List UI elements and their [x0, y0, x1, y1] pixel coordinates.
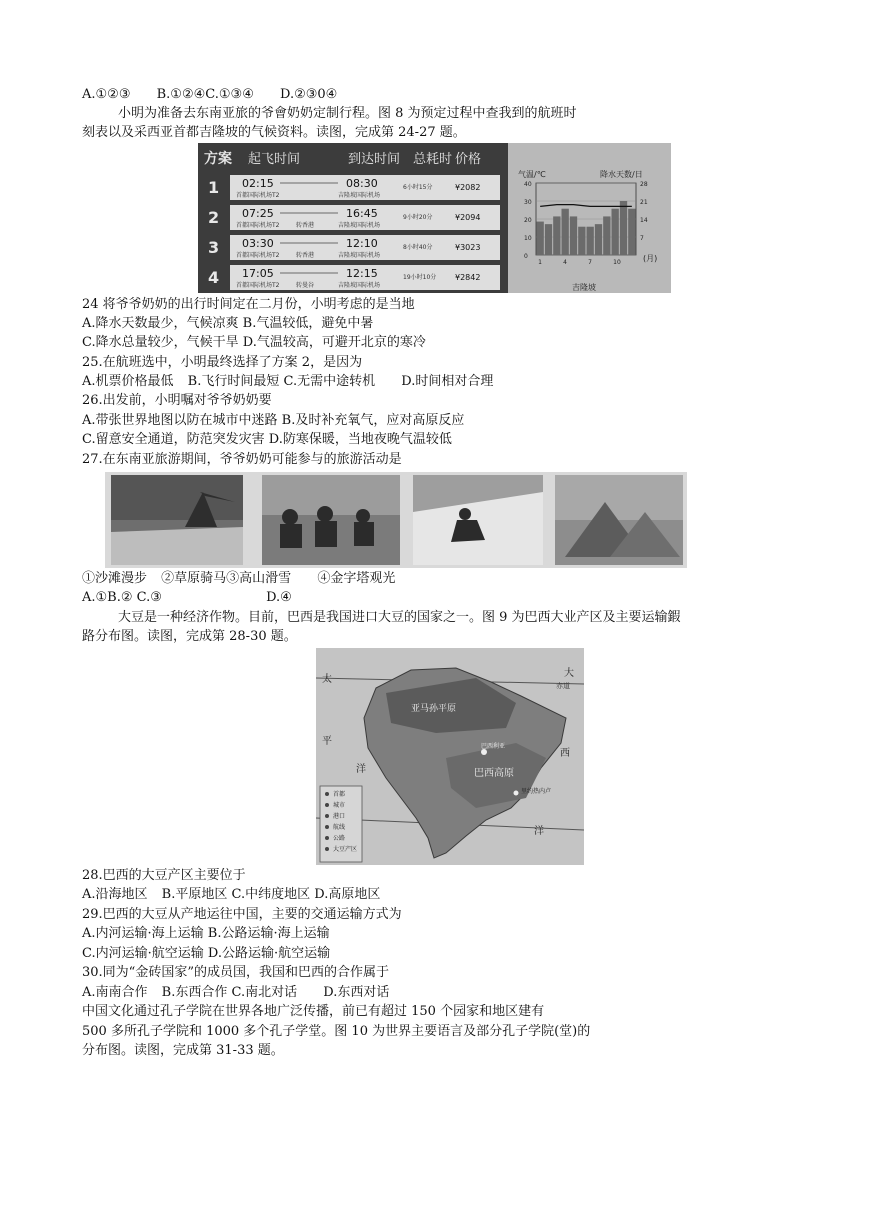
y2-tick-label: 7 [640, 235, 644, 242]
dep-airport: 首都国际机场T2 [236, 252, 280, 259]
ocean-right-1: 大 [564, 668, 574, 679]
row-number: 4 [208, 268, 220, 287]
q24-options-cd: C.降水总量较少，气候干旱 D.气温较高，可避开北京的寒冷 [82, 335, 426, 350]
x-tick-label: 4 [563, 259, 567, 266]
q29-stem: 29.巴西的大豆从产地运往中国，主要的交通运输方式为 [82, 907, 402, 922]
legend-symbol [325, 836, 329, 840]
q30-stem: 30.同为“金砖国家”的成员国，我国和巴西的合作属于 [82, 965, 389, 980]
q28-options [82, 886, 380, 904]
rain-bar [612, 209, 619, 255]
rio-label: 里约热内卢 [521, 788, 552, 795]
legend-symbol [325, 847, 329, 851]
rain-bar [545, 224, 552, 255]
ocean-right-2: 西 [560, 748, 570, 759]
dep-time: 07:25 [242, 207, 274, 220]
option-bc: B.①②④C.①③④ [156, 87, 254, 102]
q27-stem: 27.在东南亚旅游期间，爷爷奶奶可能参与的旅游活动是 [82, 452, 402, 467]
header-dur: 总耗时 [413, 152, 453, 167]
ocean-left-1: 太 [322, 674, 332, 685]
brazil-map-graphic [316, 648, 584, 865]
q25-bc: B.飞行时间最短 C.无需中途转机 [187, 374, 376, 389]
x-tick-label: 7 [588, 259, 592, 266]
legend-label: 公路 [333, 835, 346, 842]
q24-options-ab: A.降水天数最少，气候凉爽 B.气温较低，避免中暑 [82, 316, 374, 331]
via: 转香港 [296, 252, 315, 259]
chart-title: 吉隆坡 [572, 283, 596, 292]
legend-label: 航线 [333, 824, 346, 831]
row-number: 3 [208, 238, 220, 257]
photo-beach [111, 475, 243, 565]
q30-bc: B.东西合作 C.南北对话 [161, 985, 298, 1000]
y2-tick-label: 28 [640, 181, 648, 188]
dep-airport: 首都国际机场T2 [236, 282, 280, 289]
intro-28-30-line2: 路分布图。读图，完成第 28-30 题。 [82, 629, 297, 644]
q26-stem: 26.出发前，小明嘱对爷爷奶奶要 [82, 393, 272, 408]
q27-abc: A.①B.② C.③ [82, 590, 162, 605]
via: 转香港 [296, 222, 315, 229]
caption-4: ④金字塔观光 [317, 571, 396, 586]
q25-a: A.机票价格最低 [82, 374, 174, 389]
option-a: A.①②③ [82, 87, 131, 102]
map-legend [320, 786, 362, 862]
header-price: 价格 [455, 152, 482, 167]
q30-options [82, 984, 389, 1002]
equator-label: 赤道 [556, 682, 570, 690]
legend-label: 城市 [333, 802, 346, 809]
q25-stem: 25.在航班选中，小明最终选择了方案 2，是因为 [82, 355, 363, 370]
q26-options-ab: A.带张世界地图以防在城市中迷路 B.及时补充氧气，应对高原反应 [82, 413, 465, 428]
rain-bar [628, 209, 635, 255]
legend-symbol [325, 825, 329, 829]
arr-time: 12:15 [346, 267, 378, 280]
legend-symbol [325, 803, 329, 807]
intro-24-27-line1: 小明为准备去东南亚旅的爷會奶奶定制行程。图 8 为预定过程中查我到的航班时 [118, 106, 577, 121]
legend-label: 大豆产区 [333, 846, 358, 853]
q30-a: A.南南合作 [82, 985, 148, 1000]
legend-label: 首都 [333, 791, 346, 798]
capital-label: 巴西利亚 [481, 743, 506, 750]
arr-airport: 吉隆坡国际机场 [338, 252, 381, 259]
y2-tick-label: 21 [640, 199, 648, 206]
dep-airport: 首都国际机场T2 [236, 222, 280, 229]
q29-options-cd: C.内河运输·航空运输 D.公路运输·航空运输 [82, 946, 331, 961]
q25-d: D.时间相对合理 [401, 374, 494, 389]
arr-time: 08:30 [346, 177, 378, 190]
chart-xlabel: (月) [643, 254, 658, 263]
figure-8 [198, 143, 671, 293]
ocean-left-3: 洋 [356, 764, 366, 775]
duration: 6小时15分 [403, 184, 433, 191]
price: ¥2094 [455, 213, 481, 222]
rain-bar [553, 216, 560, 255]
rio-marker [514, 791, 519, 796]
rain-bar [620, 201, 627, 255]
rain-bar [603, 216, 610, 255]
ocean-left-2: 平 [322, 736, 332, 747]
arr-airport: 吉隆坡国际机场 [338, 282, 381, 289]
rain-bar [570, 216, 577, 255]
row-number: 2 [208, 208, 220, 227]
arr-time: 16:45 [346, 207, 378, 220]
rain-bar [562, 209, 569, 255]
header-dep: 起飞时间 [248, 152, 301, 167]
duration: 19小时10分 [403, 274, 437, 281]
header-arr: 到达时间 [348, 152, 401, 167]
rain-bar [587, 227, 594, 255]
photo-horse-riding [262, 475, 400, 565]
intro-24-27-line2: 刻表以及采西亚首都吉隆坡的气候资料。读图，完成第 24-27 题。 [82, 125, 466, 140]
y-tick-label: 40 [524, 181, 532, 188]
y-tick-label: 0 [524, 253, 528, 260]
rain-bar [578, 227, 585, 255]
rain-bar [537, 222, 544, 255]
intro-28-30-line1: 大豆是一种经济作物。目前，巴西是我国进口大豆的国家之一。图 9 为巴西大业产区及主要运输鍜 [118, 610, 681, 625]
x-tick-label: 10 [613, 259, 621, 266]
q27-d: D.④ [266, 590, 292, 605]
caption-2-3: ②草原骑马③高山滑雪 [161, 571, 292, 586]
table-header-label: 方案 [204, 151, 232, 167]
price: ¥3023 [455, 243, 481, 252]
arr-airport: 吉隆坡国际机场 [338, 222, 381, 229]
option-d: D.②③0④ [280, 87, 338, 102]
legend-symbol [325, 814, 329, 818]
y-tick-label: 20 [524, 217, 532, 224]
q26-options-cd: C.留意安全通道，防范突发灾害 D.防寒保暖，当地夜晚气温较低 [82, 432, 452, 447]
q27-options [82, 589, 292, 607]
figure-8-graphic [198, 143, 671, 293]
dep-time: 17:05 [242, 267, 274, 280]
price: ¥2082 [455, 183, 481, 192]
duration: 9小时20分 [403, 214, 433, 221]
q25-options [82, 373, 493, 391]
q29-options-ab: A.内河运输·海上运输 B.公路运输·海上运输 [82, 926, 330, 941]
y-tick-label: 30 [524, 199, 532, 206]
dep-time: 03:30 [242, 237, 274, 250]
chart-ylabel: 气温/℃ [518, 170, 546, 179]
caption-1: ①沙滩漫步 [82, 571, 148, 586]
q27-photos [105, 472, 687, 568]
figure-9-brazil-map [316, 648, 584, 865]
y-tick-label: 10 [524, 235, 532, 242]
legend-label: 港口 [333, 813, 346, 820]
q28-a: A.沿海地区 [82, 887, 148, 902]
photo-pyramids [555, 475, 683, 565]
q30-d: D.东西对话 [323, 985, 390, 1000]
via: 转曼谷 [296, 282, 315, 289]
dep-airport: 首都国际机场T2 [236, 192, 280, 199]
intro-31-33-line2: 500 多所孔子学院和 1000 多个孔子学堂。图 10 为世界主要语言及部分孔子学院(堂)的 [82, 1024, 591, 1039]
arr-airport: 吉隆坡国际机场 [338, 192, 381, 199]
photo-skiing [413, 475, 543, 565]
row-number: 1 [208, 178, 220, 197]
amazon-label: 亚马孙平原 [411, 704, 457, 714]
x-tick-label: 1 [538, 259, 542, 266]
price: ¥2842 [455, 273, 481, 282]
highland-label: 巴西高原 [474, 768, 514, 779]
q27-photo-strip [105, 472, 687, 568]
q28-bcd: B.平原地区 C.中纬度地区 D.高原地区 [161, 887, 381, 902]
intro-31-33-line1: 中国文化通过孔子学院在世界各地广泛传播，前已有超过 150 个园家和地区建有 [82, 1004, 545, 1019]
q27-captions [82, 570, 395, 588]
q28-stem: 28.巴西的大豆产区主要位于 [82, 868, 246, 883]
ocean-right-3: 洋 [534, 826, 544, 837]
intro-31-33-line3: 分布图。读图，完成第 31-33 题。 [82, 1043, 284, 1058]
q23-options [82, 86, 337, 104]
chart-y2label: 降水天数/日 [600, 170, 643, 179]
legend-symbol [325, 792, 329, 796]
q24-stem: 24 将爷爷奶奶的出行时间定在二月份，小明考虑的是当地 [82, 297, 415, 312]
duration: 8小时40分 [403, 244, 433, 251]
rain-bar [595, 224, 602, 255]
arr-time: 12:10 [346, 237, 378, 250]
dep-time: 02:15 [242, 177, 274, 190]
y2-tick-label: 14 [640, 217, 648, 224]
